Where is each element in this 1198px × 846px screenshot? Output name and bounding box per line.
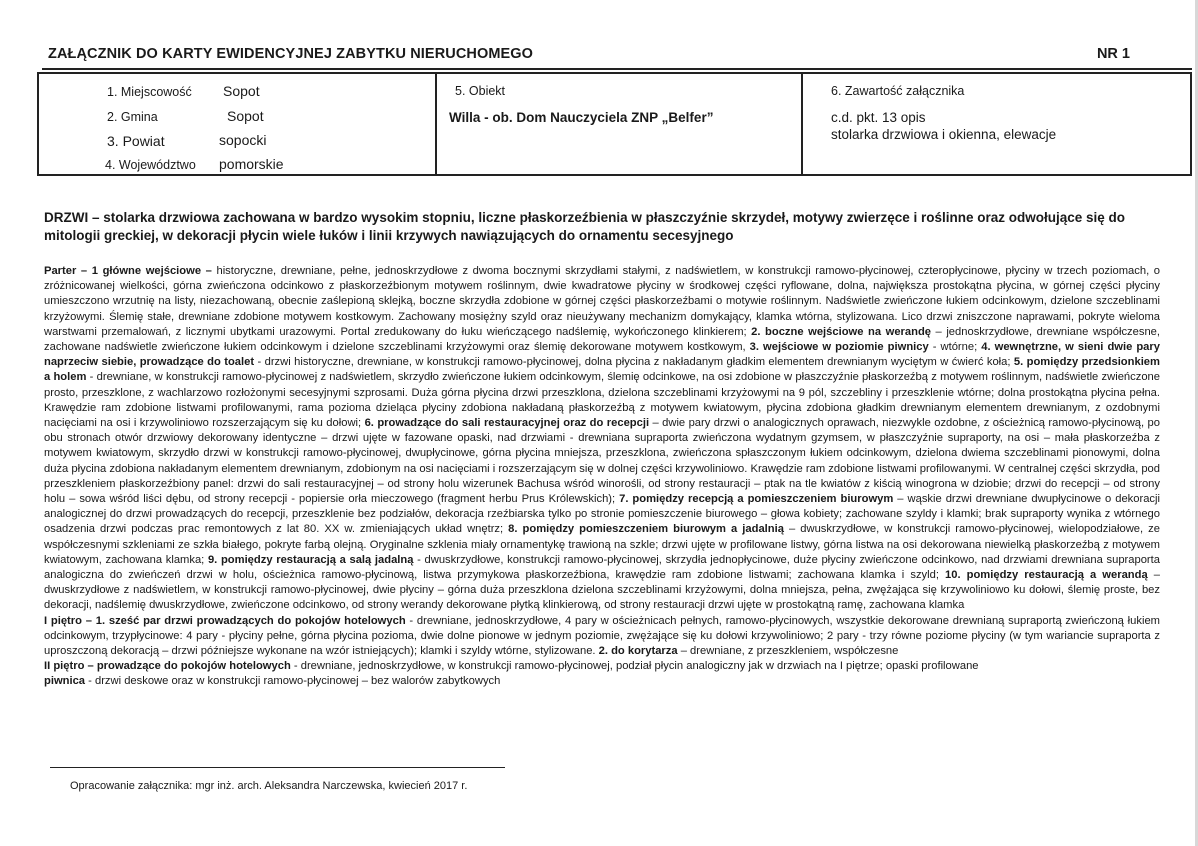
document-header	[42, 46, 1130, 68]
description-body	[44, 264, 1160, 690]
location-label: 1. Miejscowość	[107, 85, 192, 99]
object-name: Willa - ob. Dom Nauczyciela ZNP „Belfer”	[449, 110, 714, 125]
paragraph-run: - drzwi deskowe oraz w konstrukcji ramowo-płycinowej – bez walorów zabytkowych	[85, 675, 501, 688]
paragraph-bold-run: 10. pomiędzy restauracją a werandą	[945, 569, 1148, 582]
description-paragraph	[44, 659, 1160, 674]
paragraph-bold-run: 5. pomiędzy przedsionkiem a holem	[44, 356, 1160, 384]
object-label: 5. Obiekt	[455, 84, 506, 98]
paragraph-bold-run: 4. wewnętrzne, w sieni dwie pary naprzeciw siebie, prowadzące do toalet	[44, 341, 1160, 369]
contents-column	[801, 74, 1190, 174]
paragraph-bold-run: I piętro – 1. sześć par drzwi prowadzących do pokojów hotelowych	[44, 614, 406, 627]
paragraph-run: - drewniane, jednoskrzydłowe, w konstrukcji ramowo-płycinowej, podział płycin analogiczny jak w drzwiach na I piętrze; opaski profilowane	[290, 660, 979, 673]
contents-line-2: stolarka drzwiowa i okienna, elewacje	[831, 127, 1057, 142]
municipality-label: 2. Gmina	[107, 110, 158, 124]
description-paragraph	[44, 264, 1160, 614]
location-column	[39, 74, 435, 174]
voivodeship-value: pomorskie	[219, 156, 284, 172]
location-value: Sopot	[223, 83, 260, 99]
description-paragraph	[44, 674, 1160, 689]
attachment-number: NR 1	[1096, 46, 1130, 62]
county-value: sopocki	[219, 132, 267, 148]
paragraph-bold-run: 7. pomiędzy recepcją a pomieszczeniem biurowym	[619, 493, 894, 506]
paragraph-bold-run: II piętro – prowadzące do pokojów hotelowych	[44, 660, 291, 673]
paragraph-run: – dwuskrzydłowe, w konstrukcji ramowo-płycinowej, wielopodziałowe, ze współczesnymi szkleniami ze szkła białego, pokryte farbą olejną. Oryginalne szklenia miały ornamentykę trawioną na szkle; drzwi ujęte w profilowane listwy, górna listwa na osi dekorowana niewielką płaskorzeźbą z motywem kwiatowym, zachowana klamka;	[44, 523, 1161, 566]
county-label: 3. Powiat	[107, 133, 165, 149]
paragraph-run: – wąskie drzwi drewniane dwupłycinowe o dekoracji analogicznej do drzwi prowadzących do recepcji, przeszklenie bez podziałów, dekoracja rzeźbiarska tylko po stronie pomieszczenie biurowego – głowa kobiety; zachowane szyldy i klamki; brak supraporty wynika z wtórnego osadzenia drzwi podczas prac remontowych z lat 80. XX w. zmieniających układ wnętrz;	[44, 493, 1160, 536]
paragraph-run: historyczne, drewniane, pełne, jednoskrzydłowe z dwoma bocznymi skrzydłami stałymi, z nadświetlem, w konstrukcji ramowo-płycinowej, czteropłycinowe, płyciny w trzech poziomach, o zróżnicowanej wielkości, górna zwieńczona odcinkowo z płaskorzeźbionym motywem roślinnym, dwie kwadratowe płyciny w środkowej części ryflowane, dolna, największa prostokątna płycina, w górnej części płyciny umieszczono wrzutnię na listy, niezachowaną, obecnie zaślepioną sklejką, boczne skrzydła zdobione w górnej części płaskorzeźbami o motywie roślinnym. Nadświetle zwieńczone łukiem odcinkowym, dzielone szczeblinami krzyżowymi. Ślemię stałe, drewniane zdobione motywem kostkowym. Zachowany mosiężny szyld oraz nieużywany mechanizm domykający, klamka wtórna, stylizowana. Lico drzwi zniszczone naprawami, pokryte wieloma warstwami przemalowań, z licznymi ubytkami urazowymi. Portal zredukowany do łuku wieńczącego nadślemię, wykończonego klinkierem;	[44, 265, 1160, 338]
object-column	[435, 74, 803, 174]
contents-line-1: c.d. pkt. 13 opis	[831, 110, 926, 125]
paragraph-bold-run: 9. pomiędzy restauracją a salą jadalną	[207, 553, 414, 566]
paragraph-bold-run: Parter – 1 główne wejściowe –	[44, 265, 212, 277]
header-rule	[42, 68, 1192, 70]
paragraph-run: – dwie pary drzwi o analogicznych oprawach, niezwykle ozdobne, z ościeżnicą ramowo-płycinową, po obu stronach otwór drzwiowy dekorowany identyczne – drzwi ujęte w fazowane opaski, nad drzwiami - drewniana supraporta zwieńczona wydatnym gzymsem, w płaszczyźnie supraporty, na osi – mała płaskorzeźba z motywem kwiatowym, skrzydło drzwi w konstrukcji ramowo-płycinowej, dwupłycinowe, górna płycina mniejsza, przeszklona, zwieńczona spłaszczonym łukiem odcinkowym, dzielona dwiema szczeblinami pionowymi, dolna duża płycina zdobiona nakładanym elementem drewnianym, zdobionym na osi nacięciami i rozszerzającym się w dolnej części krzywoliniowo. Krawędzie ram zdobione listwami profilowanymi. W centralnej części skrzydła, pod przeszkleniem płaskorzeźbiony panel: drzwi do sali restauracyjnej – od strony holu wizerunek Bachusa wśród winorośli, od strony restauracji – ptak na tle kwiatów z kiścią winogrona w dziobie; drzwi do recepcji – od strony holu – sowa wśród liści dębu, od strony recepcji - popiersie orła mieczowego (fragment herbu Prus Królewskich);	[44, 417, 1160, 506]
paragraph-bold-run: piwnica	[44, 675, 86, 688]
paragraph-run: - drewniane, w konstrukcji ramowo-płycinowej z nadświetlem, skrzydło zwieńczone łukiem odcinkowym, ślemię odcinkowe, na osi zdobione w płaszczyźnie płaskorzeźbą z motywem roślinnym, nadświetle zwieńczone prosto, przeszklone, z wachlarzowo rozłożonymi secesyjnymi szprosami. Duża górna płycina drzwi przeszklona, dzielona szczeblinami krzyżowymi na 9 pól, szczebliny i przeszklenie wtórne; dolna prostokątna płycina pełna. Krawędzie ram zdobione listwami profilowanymi, rama pozioma dzieląca płyciny zdobiona nakładaną płaskorzeźbą z motywem kwiatowym, płycina zdobiona gładkim drewnianym elementem drewnianym, z ozdobnymi nacięciami na osi i krzywoliniowo rozszerzającym się ku dołowi;	[44, 371, 1160, 430]
paragraph-run: - drzwi historyczne, drewniane, w konstrukcji ramowo-płycinowej, dolna płycina z nakładanym gładkim elementem drewnianym wyciętym w ćwierć koła;	[254, 356, 1014, 369]
info-box	[37, 72, 1192, 176]
paragraph-bold-run: 8. pomiędzy pomieszczeniem biurowym a jadalnią	[508, 523, 784, 536]
paragraph-run: – drewniane, z przeszkleniem, współczesne	[677, 645, 899, 658]
paragraph-bold-run: 2. do korytarza	[598, 645, 678, 658]
paragraph-run: – dwuskrzydłowe z nadświetlem, w konstrukcji ramowo-płycinowej, dwie płyciny – górna duża przeszklona dzielona szczeblinami krzyżowymi, dolna mniejsza, pełna, zwężająca się krzywoliniowo ku dołowi, ślemię proste, bez dekoracji, nadślemię dwuskrzydłowe, zwieńczone odcinkowo, od strony werandy dekorowane płytką klinkierową, od strony restauracji drzwi ujęte w prostokątną ramę, zachowana klamka	[44, 569, 1160, 612]
voivodeship-label: 4. Województwo	[105, 158, 196, 172]
paragraph-bold-run: 3. wejściowe w poziomie piwnicy	[749, 341, 929, 354]
paragraph-run: - wtórne;	[928, 341, 982, 354]
document-title: ZAŁĄCZNIK DO KARTY EWIDENCYJNEJ ZABYTKU NIERUCHOMEGO	[48, 46, 534, 62]
municipality-value: Sopot	[227, 108, 264, 124]
contents-label: 6. Zawartość załącznika	[831, 84, 965, 98]
paragraph-run: – jednoskrzydłowe, drewniane współczesne, zachowane nadświetle zwieńczone łukiem odcinkowym i dzielone szczeblinami krzyżowymi oraz ślemię dekorowane motywem kostkowym,	[44, 325, 1161, 354]
section-heading: DRZWI – stolarka drzwiowa zachowana w bardzo wysokim stopniu, liczne płaskorzeźbienia w płaszczyźnie skrzydeł, motywy zwierzęce i roślinne oraz odwołujące się do mitologii greckiej, w dekoracji płycin wiele łuków i linii krzywych nawiązujących do ornamentu secesyjnego	[44, 210, 1126, 243]
author-footnote: Opracowanie załącznika: mgr inż. arch. Aleksandra Narczewska, kwiecień 2017 r.	[70, 780, 468, 792]
paragraph-bold-run: 2. boczne wejściowe na werandę	[751, 325, 932, 338]
paragraph-run: - drewniane, jednoskrzydłowe, 4 pary w ościeżnicach pełnych, ramowo-płycinowych, wszystkie dekorowane drewnianą supraportą zwieńczoną łukiem odcinkowym, trzypłycinowe: 4 pary - płyciny pełne, górna płycina pozioma, dwie dolne pionowe w jednym poziomie, zwężające się ku dołowi krzywoliniowo; 2 pary - trzy równe poziome płyciny (w tym wariancie supraporta z uproszczoną dekoracją – drzwi późniejsze wykonane na wzór istniejących); klamki i szyldy wtórne, stylizowane.	[44, 614, 1160, 658]
paragraph-bold-run: 6. prowadzące do sali restauracyjnej oraz do recepcji	[364, 417, 650, 430]
description-paragraph	[44, 614, 1160, 660]
paragraph-run: - dwuskrzydłowe, konstrukcji ramowo-płycinowej, skrzydła jednopłycinowe, duże płyciny zwieńczone odcinkowo, nad drzwiami drewniana supraporta analogiczna do zwieńczeń drzwi w holu, ościeżnica ramowo-płycinową, listwa przymykowa płaskorzeźbiona, krawędzie ram zdobione listwami; zachowana klamka i szyld;	[44, 553, 1160, 582]
footer-rule	[50, 767, 505, 768]
